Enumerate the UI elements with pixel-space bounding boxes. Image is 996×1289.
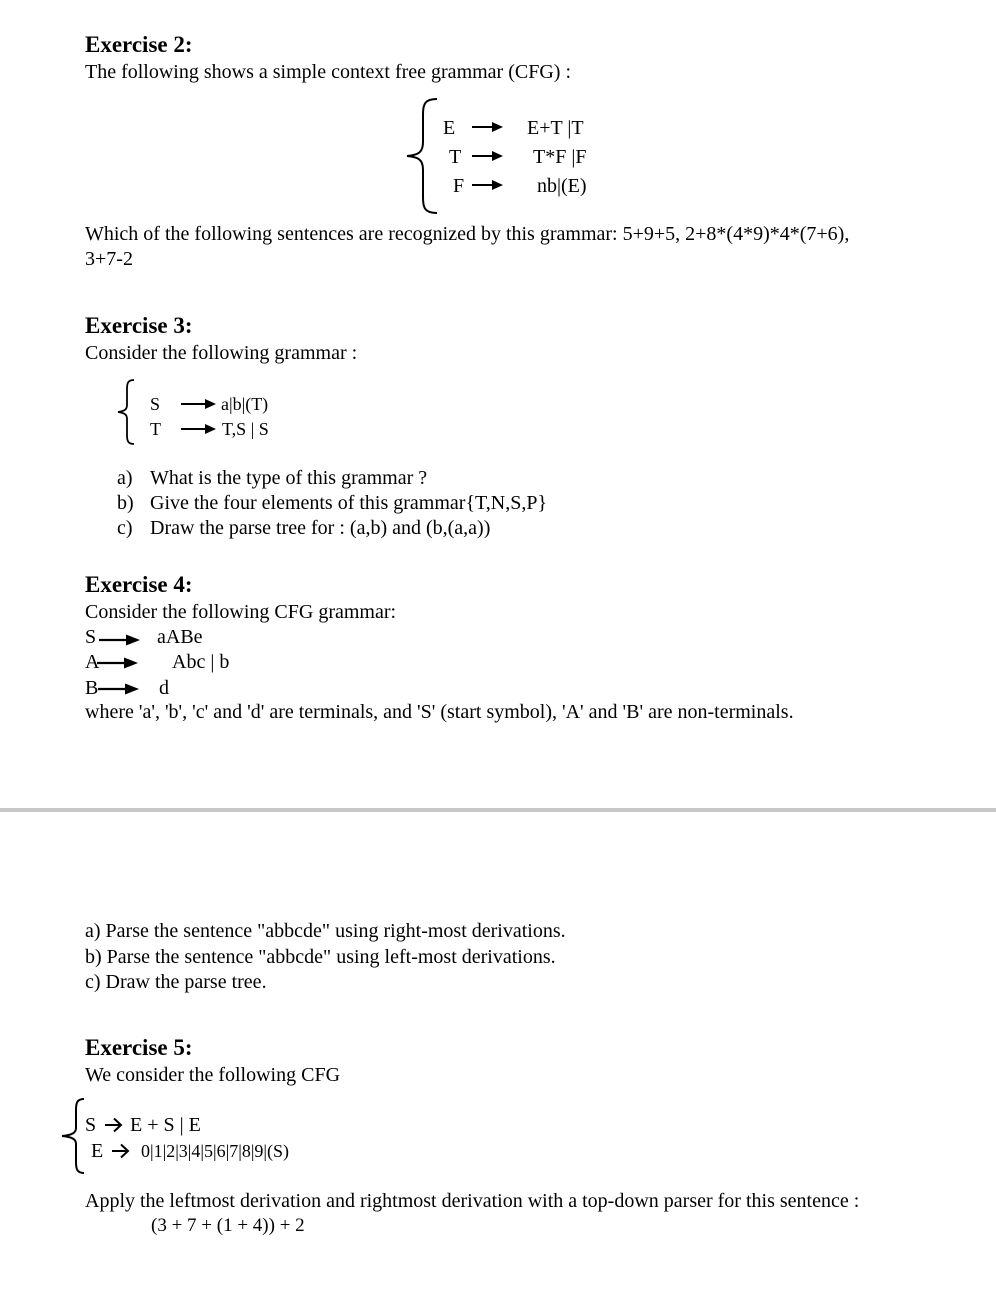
ex3-rule-lhs: S	[150, 394, 161, 414]
ex2-rule-rhs: T*F |F	[533, 146, 587, 168]
ex4-rule-lhs: B	[85, 677, 99, 699]
list-item: Draw the parse tree for : (a,b) and (b,(a,a))	[150, 517, 491, 539]
arrow-right-icon	[111, 1143, 131, 1159]
ex5-rule-rhs: E + S | E	[130, 1114, 201, 1136]
exercise-5-title: Exercise 5:	[85, 1035, 193, 1060]
arrow-right-icon	[97, 657, 139, 669]
exercise-4-title: Exercise 4:	[85, 572, 193, 597]
left-brace-icon	[60, 1098, 86, 1174]
list-item: b) Parse the sentence "abbcde" using left-most derivations.	[85, 946, 556, 968]
exercise-5-intro: We consider the following CFG	[85, 1064, 341, 1086]
ex5-rule-lhs: E	[91, 1140, 104, 1162]
arrow-right-icon	[181, 398, 217, 410]
ex4-rule-lhs: A	[85, 651, 100, 673]
page-break-divider	[0, 808, 996, 812]
arrow-right-icon	[104, 1117, 124, 1133]
ex4-rule-rhs: d	[159, 677, 169, 699]
arrow-right-icon	[472, 121, 504, 133]
ex4-rule-rhs: Abc | b	[172, 651, 230, 673]
left-brace-icon	[116, 379, 136, 445]
exercise-2-title: Exercise 2:	[85, 32, 193, 57]
ex3-rule-rhs: a|b|(T)	[221, 394, 269, 414]
ex3-rule-rhs: T,S | S	[222, 419, 269, 439]
exercise-2-question: Which of the following sentences are recognized by this grammar: 5+9+5, 2+8*(4*9)*4*(7+6),	[85, 223, 850, 245]
list-marker: a)	[117, 467, 133, 489]
arrow-right-icon	[99, 634, 141, 646]
ex3-rule-lhs: T	[150, 419, 161, 439]
exercise-5-sentence: (3 + 7 + (1 + 4)) + 2	[151, 1215, 305, 1236]
arrow-right-icon	[98, 683, 140, 695]
left-brace-icon	[403, 98, 439, 214]
exercise-5-question: Apply the leftmost derivation and rightmost derivation with a top-down parser for this sentence :	[85, 1190, 860, 1212]
ex2-rule-lhs: F	[453, 175, 465, 197]
arrow-right-icon	[472, 179, 504, 191]
list-marker: b)	[117, 492, 134, 514]
ex5-rule-lhs: S	[85, 1114, 97, 1136]
ex2-rule-rhs: E+T |T	[527, 117, 584, 139]
ex2-rule-lhs: T	[449, 146, 462, 168]
exercise-2-question-cont: 3+7-2	[85, 248, 133, 270]
exercise-3-title: Exercise 3:	[85, 313, 193, 338]
list-item: What is the type of this grammar ?	[150, 467, 428, 489]
ex5-rule-rhs: 0|1|2|3|4|5|6|7|8|9|(S)	[141, 1141, 290, 1161]
ex4-rule-lhs: S	[85, 626, 97, 648]
exercise-4-intro: Consider the following CFG grammar:	[85, 601, 397, 623]
list-marker: c)	[117, 517, 133, 539]
list-item: c) Draw the parse tree.	[85, 971, 267, 993]
ex4-rule-rhs: aABe	[157, 626, 203, 648]
ex2-rule-lhs: E	[443, 117, 456, 139]
exercise-3-intro: Consider the following grammar :	[85, 342, 358, 364]
ex2-rule-rhs: nb|(E)	[537, 175, 587, 197]
list-item: a) Parse the sentence "abbcde" using right-most derivations.	[85, 920, 566, 942]
list-item: Give the four elements of this grammar{T,N,S,P}	[150, 492, 548, 514]
exercise-2-intro: The following shows a simple context free grammar (CFG) :	[85, 61, 571, 83]
arrow-right-icon	[472, 150, 504, 162]
exercise-4-note: where 'a', 'b', 'c' and 'd' are terminals, and 'S' (start symbol), 'A' and 'B' are non-terminals.	[85, 701, 794, 723]
arrow-right-icon	[181, 423, 217, 435]
